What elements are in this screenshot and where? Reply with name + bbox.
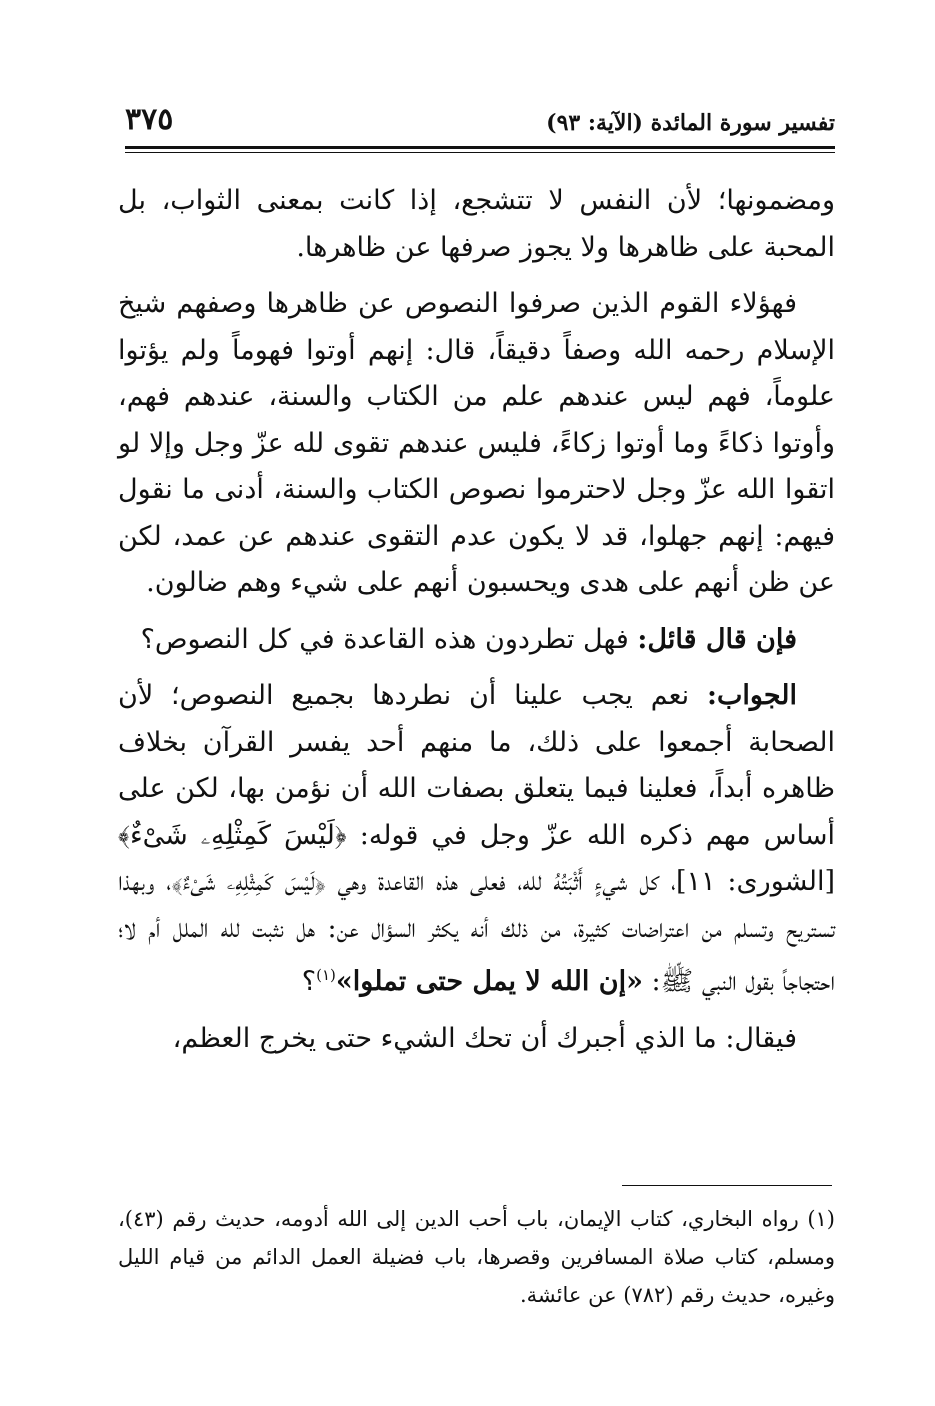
answer-label: الجواب:	[707, 680, 797, 711]
header-rule	[125, 146, 835, 149]
answer-text-3: ، وبهذا تستريح وتسلم من اعتراضات كثيرة، من ذلك أنه يكثر السؤال عن: هل نثبت لله الملل أم لا؛ احتجاجاً بقول النبي ﷺ:	[118, 866, 835, 997]
footnote-ref-1: (١)	[316, 966, 336, 984]
page-header	[125, 96, 835, 146]
answer-paragraph	[118, 673, 835, 1006]
footnotes	[118, 1200, 835, 1314]
page-number: ٣٧٥	[125, 102, 174, 137]
paragraph-last: فيقال: ما الذي أجبرك أن تحك الشيء حتى يخرج العظم،	[172, 1022, 797, 1054]
header-rule-thin	[125, 152, 835, 153]
paragraph-1: ومضمونها؛ لأن النفس لا تتشجع، إذا كانت بمعنى الثواب، بل المحبة على ظاهرها ولا يجوز صرفها عن ظاهرها.	[118, 185, 835, 263]
question-paragraph	[118, 617, 835, 664]
paragraph-2: فهؤلاء القوم الذين صرفوا النصوص عن ظاهرها وصفهم شيخ الإسلام رحمه الله وصفاً دقيقاً، قال: إنهم أوتوا فهوماً ولم يؤتوا علوماً، فهم ليس عندهم علم من الكتاب والسنة، عندهم فهم، وأوتوا ذكاءً وما أوتوا زكاءً، فليس عندهم تقوى لله عزّ وجل وإلا لو اتقوا الله عزّ وجل لاحترموا نصوص الكتاب والسنة، أدنى ما نقول فيهم: إنهم جهلوا، قد لا يكون عدم التقوى عندهم عن عمد، لكن عن ظن أنهم على هدى ويحسبون أنهم على شيء وهم ضالون.	[118, 288, 835, 598]
footnote-separator	[622, 1185, 832, 1186]
answer-text-1: نعم يجب علينا أن نطردها بجميع النصوص؛ لأن الصحابة أجمعوا على ذلك، ما منهم أحد يفسر القرآن بخلاف ظاهره أبداً، فعلينا فيما يتعلق بصفات الله أن نؤمن بها، لكن على أساس مهم ذكره الله عزّ وجل في قوله:	[118, 680, 835, 851]
main-text	[118, 178, 835, 1072]
quran-quote-2: ﴿لَيْسَ كَمِثْلِهِۦ شَىْءٌ﴾	[171, 866, 326, 897]
footnote-1: (١) رواه البخاري، كتاب الإيمان، باب أحب الدين إلى الله أدومه، حديث رقم (٤٣)، ومسلم، كتاب صلاة المسافرين وقصرها، باب فضيلة العمل الدائم من قيام الليل وغيره، حديث رقم (٧٨٢) عن عائشة.	[118, 1207, 835, 1307]
question-label: فإن قال قائل:	[637, 623, 797, 655]
question-text: فهل تطردون هذه القاعدة في كل النصوص؟	[140, 623, 638, 655]
answer-text-4: ؟	[301, 966, 317, 997]
answer-text-2: [الشورى: ١١]، كل شيءٍ أَثْبَتُهُ لله، فعلى هذه القاعدة وهي	[325, 866, 835, 897]
running-title: تفسير سورة المائدة (الآية: ٩٣)	[546, 110, 835, 136]
hadith-quote: «إن الله لا يمل حتى تملوا»	[335, 966, 643, 997]
quran-quote-1: ﴿لَيْسَ كَمِثْلِهِۦ شَىْءٌ﴾	[118, 819, 347, 851]
